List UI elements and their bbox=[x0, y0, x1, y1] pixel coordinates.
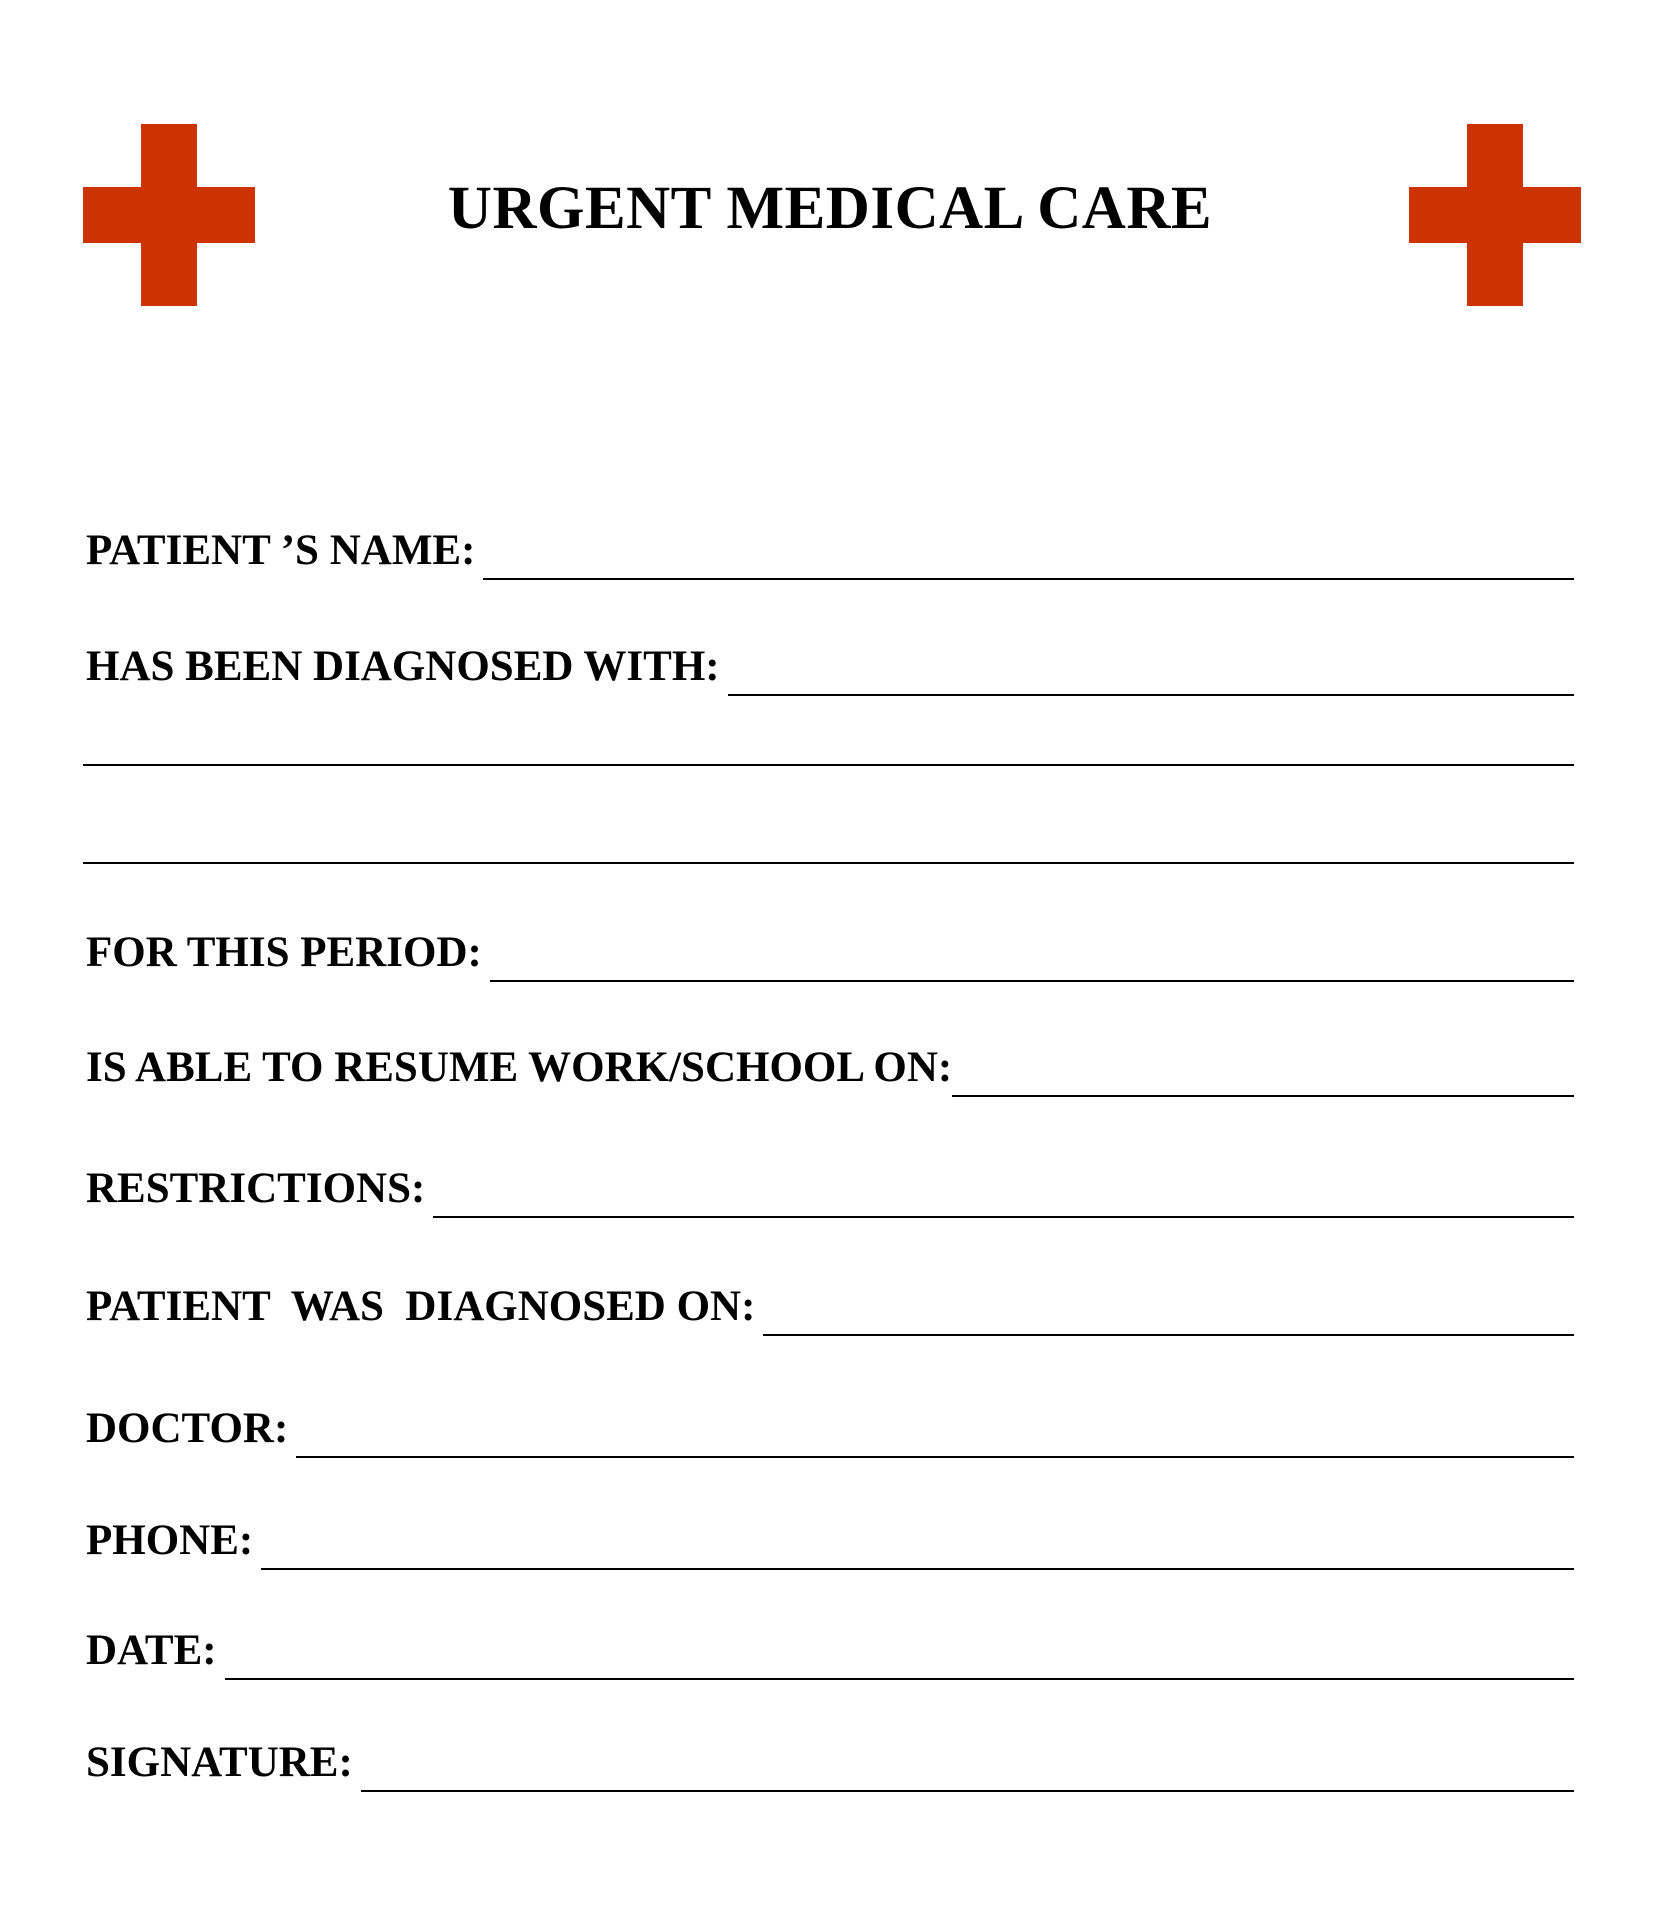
diagnosis-continuation-line[interactable] bbox=[83, 862, 1574, 864]
diagnosis-label: HAS BEEN DIAGNOSED WITH: bbox=[86, 643, 720, 690]
phone-field[interactable] bbox=[86, 1510, 1574, 1570]
diagnosed-on-field[interactable] bbox=[86, 1276, 1574, 1336]
date-line[interactable] bbox=[225, 1678, 1574, 1680]
form-title: URGENT MEDICAL CARE bbox=[447, 175, 1213, 242]
signature-line[interactable] bbox=[361, 1790, 1574, 1792]
signature-label: SIGNATURE: bbox=[86, 1739, 353, 1786]
date-field[interactable] bbox=[86, 1620, 1574, 1680]
doctor-line[interactable] bbox=[296, 1456, 1574, 1458]
restrictions-label: RESTRICTIONS: bbox=[86, 1165, 426, 1212]
patient-name-field[interactable] bbox=[86, 520, 1574, 580]
diagnosed-on-label: PATIENT WAS DIAGNOSED ON: bbox=[86, 1283, 756, 1330]
medical-cross-icon bbox=[1409, 124, 1581, 306]
restrictions-line[interactable] bbox=[433, 1216, 1574, 1218]
diagnosis-continuation-line[interactable] bbox=[83, 764, 1574, 766]
doctor-label: DOCTOR: bbox=[86, 1405, 289, 1452]
diagnosis-line[interactable] bbox=[728, 694, 1574, 696]
diagnosis-field[interactable] bbox=[86, 636, 1574, 696]
date-label: DATE: bbox=[86, 1627, 217, 1674]
restrictions-field[interactable] bbox=[86, 1158, 1574, 1218]
patient-name-line[interactable] bbox=[483, 578, 1574, 580]
period-line[interactable] bbox=[490, 980, 1574, 982]
period-label: FOR THIS PERIOD: bbox=[86, 929, 482, 976]
phone-label: PHONE: bbox=[86, 1517, 254, 1564]
signature-field[interactable] bbox=[86, 1732, 1574, 1792]
phone-line[interactable] bbox=[261, 1568, 1574, 1570]
diagnosed-on-line[interactable] bbox=[763, 1334, 1574, 1336]
doctor-field[interactable] bbox=[86, 1398, 1574, 1458]
resume-date-label: IS ABLE TO RESUME WORK/SCHOOL ON: bbox=[86, 1044, 953, 1091]
patient-name-label: PATIENT ’S NAME: bbox=[86, 527, 476, 574]
resume-date-field[interactable] bbox=[86, 1037, 1574, 1097]
period-field[interactable] bbox=[86, 922, 1574, 982]
resume-date-line[interactable] bbox=[952, 1095, 1574, 1097]
cross-horizontal-bar bbox=[1409, 187, 1581, 243]
